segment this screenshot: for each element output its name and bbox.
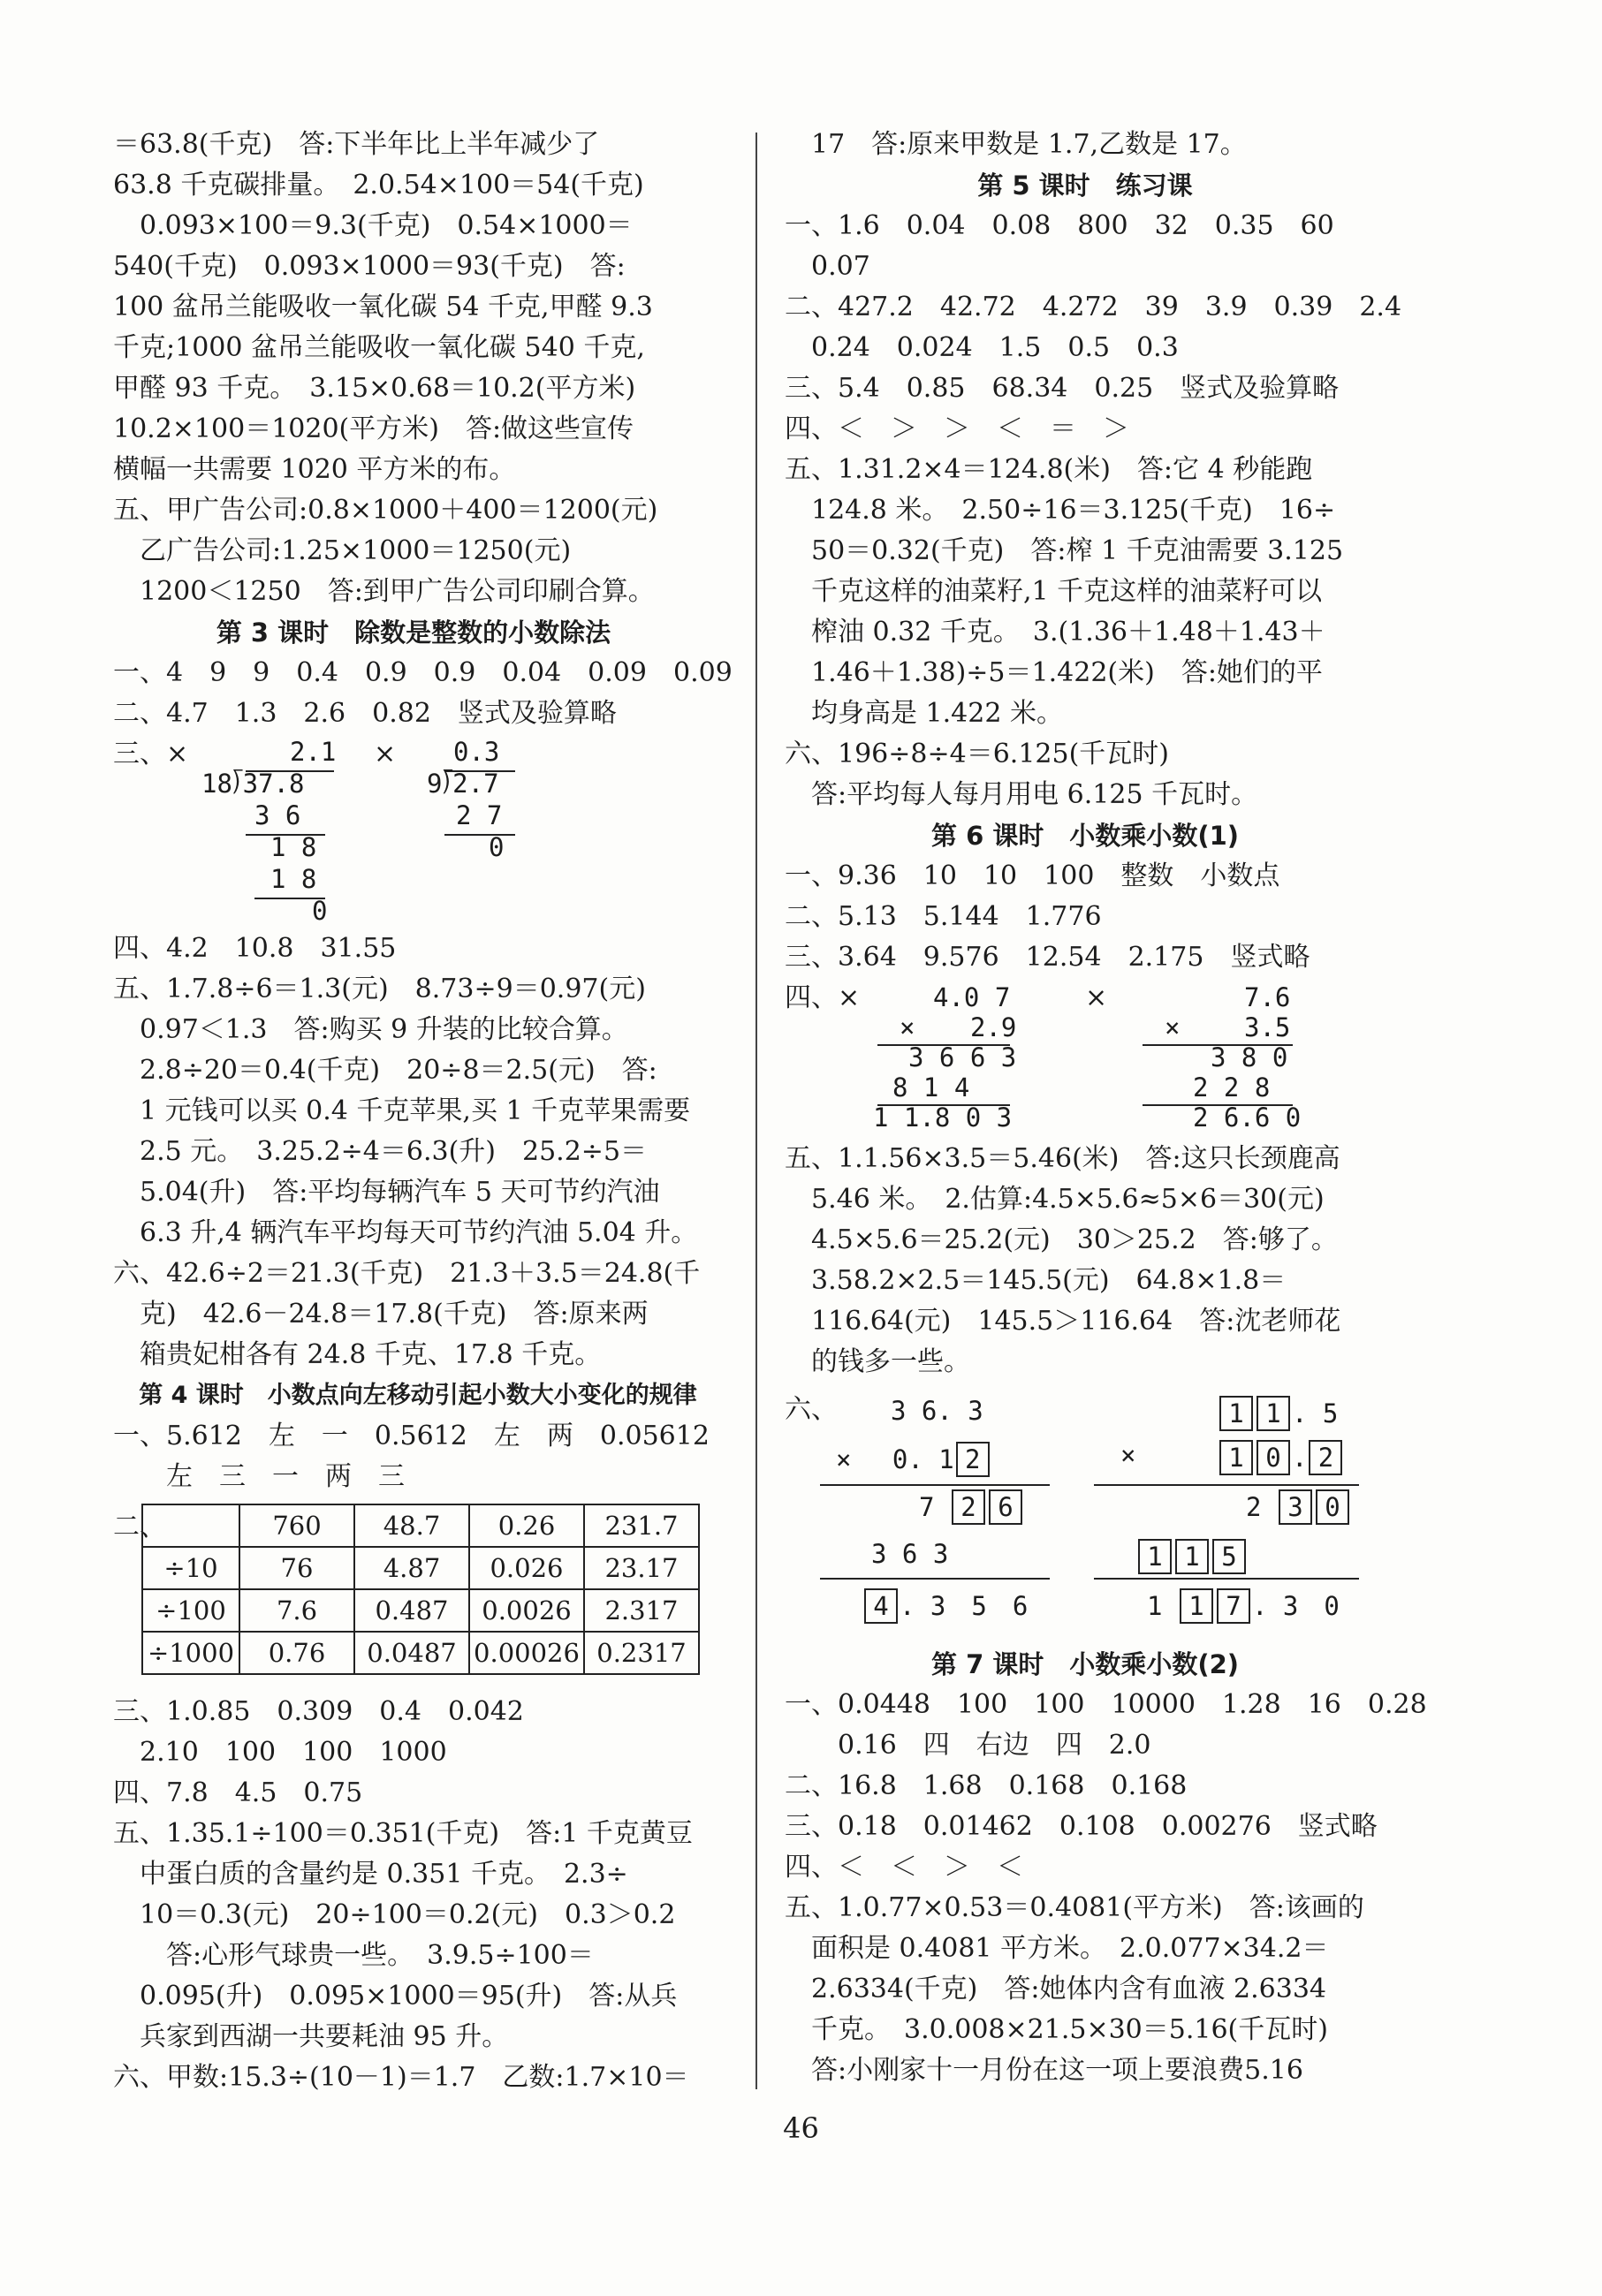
text-line: 左 三 一 两 三 — [113, 1461, 405, 1492]
text-line: 六、 — [785, 1394, 838, 1425]
partial-product: 2 2 8 — [1193, 1072, 1271, 1103]
partial-product: 3 6 6 3 — [908, 1042, 1017, 1072]
table-row — [142, 1632, 699, 1674]
text-line: 2.8÷20＝0.4(千克) 20÷8＝2.5(元) 答: — [113, 1055, 657, 1086]
table-cell: ÷100 — [142, 1589, 239, 1632]
text-line: 答:小刚家十一月份在这一项上要浪费5.16 — [785, 2055, 1303, 2086]
text-line: 三、5.4 0.85 68.34 0.25 竖式及验算略 — [785, 373, 1340, 404]
text-line: 5.04(升) 答:平均每辆汽车 5 天可节约汽油 — [113, 1177, 660, 1208]
table-cell: 0.026 — [469, 1547, 584, 1589]
answer-box: 7 — [1217, 1588, 1250, 1624]
partial-product-row — [1246, 1489, 1351, 1525]
product-row — [1147, 1587, 1340, 1624]
text-line: 千克。 3.0.008×21.5×30＝5.16(千瓦时) — [785, 2014, 1328, 2045]
dividend: 9⟌2.7 — [427, 769, 499, 799]
text-line: 三、0.18 0.01462 0.108 0.00276 竖式略 — [785, 1811, 1378, 1842]
table-row — [142, 1547, 699, 1589]
table-cell: 2.317 — [584, 1589, 699, 1632]
text-line: 答:心形气球贵一些。 3.9.5÷100＝ — [113, 1940, 594, 1971]
rule — [1094, 1578, 1359, 1580]
text-line: 五、1.7.8÷6＝1.3(元) 8.73÷9＝0.97(元) — [113, 974, 646, 1004]
text-line: 63.8 千克碳排量。 2.0.54×100＝54(千克) — [113, 170, 644, 201]
section-heading: 第 5 课时 练习课 — [977, 170, 1193, 201]
table-cell: 0.0487 — [354, 1632, 469, 1674]
answer-box: 1 — [1138, 1539, 1172, 1574]
table-cell: 0.487 — [354, 1589, 469, 1632]
section-heading: 第 6 课时 小数乘小数(1) — [930, 821, 1240, 851]
text-line: 17 答:原来甲数是 1.7,乙数是 17。 — [785, 129, 1247, 160]
text-line: 五、1.0.77×0.53＝0.4081(平方米) 答:该画的 — [785, 1892, 1364, 1923]
answer-box: 1 — [1219, 1440, 1253, 1475]
text-line: 0.16 四 右边 四 2.0 — [785, 1730, 1151, 1761]
quotient: 0.3 — [453, 737, 500, 767]
text-line: 五、1.31.2×4＝124.8(米) 答:它 4 秒能跑 — [785, 454, 1313, 485]
multiplicand: 3 6. 3 — [891, 1396, 983, 1426]
subtrahend: 3 6 — [254, 800, 301, 830]
cross-mark: × — [1085, 982, 1108, 1013]
text-line: 答:平均每人每月用电 6.125 千瓦时。 — [785, 779, 1258, 810]
answer-box: 5 — [1212, 1539, 1246, 1574]
text-line: 四、4.2 10.8 31.55 — [113, 933, 397, 964]
partial-product: 3 8 0 — [1211, 1042, 1288, 1072]
text-line: 二、5.13 5.144 1.776 — [785, 901, 1102, 932]
table-header-row — [142, 1504, 699, 1547]
answer-box: 0 — [1257, 1440, 1290, 1475]
text-line: 榨油 0.32 千克。 3.(1.36＋1.48＋1.43＋ — [785, 617, 1325, 648]
answer-box: 1 — [1257, 1396, 1290, 1431]
rule — [820, 1578, 1050, 1580]
text-line: 116.64(元) 145.5＞116.64 答:沈老师花 — [785, 1306, 1341, 1337]
text-line: 三、1.0.85 0.309 0.4 0.042 — [113, 1696, 524, 1727]
remainder: 0 — [312, 896, 328, 926]
text-line: 一、4 9 9 0.4 0.9 0.9 0.04 0.09 0.09 — [113, 657, 733, 688]
times-sign: × — [1120, 1440, 1136, 1470]
multiplier: 3.5 — [1244, 1012, 1291, 1042]
table-cell: 760 — [239, 1504, 354, 1547]
table-cell: 0.26 — [469, 1504, 584, 1547]
page-number: 46 — [783, 2111, 819, 2145]
text-line: 1 元钱可以买 0.4 千克苹果,买 1 千克苹果需要 — [113, 1095, 691, 1126]
multiplicand-row — [1218, 1396, 1338, 1431]
text-line: 均身高是 1.422 米。 — [785, 698, 1063, 729]
quotient: 2.1 — [290, 737, 337, 767]
multiplier-row: 1 0 . 2 — [1218, 1440, 1344, 1475]
table-cell: 48.7 — [354, 1504, 469, 1547]
text-line: 3.58.2×2.5＝145.5(元) 64.8×1.8＝ — [785, 1265, 1287, 1296]
answer-box: 2 — [952, 1489, 985, 1525]
rule — [1094, 1484, 1359, 1486]
partial-digit: 7 — [919, 1492, 935, 1522]
answer-box: 2 — [956, 1442, 990, 1477]
table-cell: 23.17 — [584, 1547, 699, 1589]
text-line: 克) 42.6－24.8＝17.8(千克) 答:原来两 — [113, 1299, 649, 1330]
text-line: 面积是 0.4081 平方米。 2.0.077×34.2＝ — [785, 1933, 1329, 1964]
remainder: 0 — [489, 832, 505, 862]
product: 2 6.6 0 — [1193, 1103, 1302, 1133]
subtrahend: 1 8 — [270, 864, 317, 894]
text-line: 一、9.36 10 10 100 整数 小数点 — [785, 860, 1280, 891]
multiplier-digits: × 0. 1 — [836, 1444, 954, 1474]
table-row — [142, 1589, 699, 1632]
text-line: 6.3 升,4 辆汽车平均每天可节约汽油 5.04 升。 — [113, 1217, 698, 1248]
table-cell: 76 — [239, 1547, 354, 1589]
text-line: 一、1.6 0.04 0.08 800 32 0.35 60 — [785, 210, 1334, 241]
column-divider — [755, 133, 757, 2089]
product: 1 1.8 0 3 — [873, 1103, 1013, 1133]
multiplier: 2.9 — [970, 1012, 1017, 1042]
answer-box: 4 — [864, 1588, 898, 1624]
product-digit: 1 — [1147, 1591, 1163, 1621]
multiplicand: 7.6 — [1244, 982, 1291, 1012]
table-cell: 7.6 — [239, 1589, 354, 1632]
table-cell: 0.2317 — [584, 1632, 699, 1674]
text-line: 二、427.2 42.72 4.272 39 3.9 0.39 2.4 — [785, 292, 1402, 322]
text-line: 五、1.35.1÷100＝0.351(千克) 答:1 千克黄豆 — [113, 1818, 693, 1849]
text-line: 2.6334(千克) 答:她体内含有血液 2.6334 — [785, 1974, 1326, 2004]
answer-box: 1 — [1175, 1539, 1209, 1574]
answer-box: 3 — [1279, 1489, 1312, 1525]
text-line: 中蛋白质的含量约是 0.351 千克。 2.3÷ — [113, 1859, 628, 1890]
text-line: 124.8 米。 2.50÷16＝3.125(千克) 16÷ — [785, 495, 1336, 526]
text-line: 一、5.612 左 一 0.5612 左 两 0.05612 — [113, 1421, 710, 1451]
text-line: 的钱多一些。 — [785, 1346, 970, 1377]
cross-mark: × — [374, 739, 397, 769]
text-line: 1.46＋1.38)÷5＝1.422(米) 答:她们的平 — [785, 657, 1323, 688]
text-line: 五、1.1.56×3.5＝5.46(米) 答:这只长颈鹿高 — [785, 1143, 1340, 1174]
table-cell: ÷10 — [142, 1547, 239, 1589]
multiplicand: 4.0 7 — [933, 982, 1011, 1012]
product-row — [862, 1587, 1028, 1624]
text-line: 三、× — [113, 739, 189, 769]
text-line: 100 盆吊兰能吸收一氧化碳 54 千克,甲醛 9.3 — [113, 292, 653, 322]
text-line: 六、甲数:15.3÷(10－1)＝1.7 乙数:1.7×10＝ — [113, 2062, 689, 2093]
text-line: 三、3.64 9.576 12.54 2.175 竖式略 — [785, 942, 1310, 973]
partial-product: 8 1 4 — [892, 1072, 970, 1103]
text-line: ＝63.8(千克) 答:下半年比上半年减少了 — [113, 129, 600, 160]
text-line: 千克这样的油菜籽,1 千克这样的油菜籽可以 — [785, 576, 1323, 607]
text-line: 箱贵妃柑各有 24.8 千克、17.8 千克。 — [113, 1339, 602, 1370]
text-line: 50＝0.32(千克) 答:榨 1 千克油需要 3.125 — [785, 535, 1344, 566]
text-line: 0.97＜1.3 答:购买 9 升装的比较合算。 — [113, 1014, 628, 1045]
multiplier-row — [836, 1440, 991, 1477]
text-line: 10＝0.3(元) 20÷100＝0.2(元) 0.3＞0.2 — [113, 1899, 676, 1930]
times-sign: × — [1165, 1012, 1181, 1042]
product-digits: . 3 0 — [1251, 1591, 1340, 1621]
table-cell: 231.7 — [584, 1504, 699, 1547]
text-line: 二、4.7 1.3 2.6 0.82 竖式及验算略 — [113, 698, 617, 729]
table-cell: 0.0026 — [469, 1589, 584, 1632]
text-line: 4.5×5.6＝25.2(元) 30＞25.2 答:够了。 — [785, 1224, 1338, 1255]
text-line: 一、0.0448 100 100 10000 1.28 16 0.28 — [785, 1689, 1427, 1720]
text-line: 0.095(升) 0.095×1000＝95(升) 答:从兵 — [113, 1981, 678, 2012]
text-line: 四、7.8 4.5 0.75 — [113, 1777, 363, 1808]
product-digits: . 3 5 6 — [900, 1591, 1029, 1621]
text-line: 0.093×100＝9.3(千克) 0.54×1000＝ — [113, 210, 633, 241]
text-line: 10.2×100＝1020(平方米) 答:做这些宣传 — [113, 413, 634, 444]
answer-box: 1 — [1219, 1396, 1253, 1431]
multiplicand-digits: . 5 — [1292, 1398, 1339, 1428]
text-line: 四、＜ ＜ ＞ ＜ — [785, 1852, 1023, 1883]
partial-product: 3 6 3 — [871, 1539, 949, 1569]
partial-digit: 2 — [1246, 1492, 1262, 1522]
text-line: 五、甲广告公司:0.8×1000＋400＝1200(元) — [113, 495, 658, 526]
remainder: 1 8 — [270, 832, 317, 862]
section-heading: 第 7 课时 小数乘小数(2) — [930, 1649, 1240, 1679]
partial-product-row — [1136, 1539, 1248, 1574]
table-cell: ÷1000 — [142, 1632, 239, 1674]
section-heading: 第 4 课时 小数点向左移动引起小数大小变化的规律 — [139, 1382, 697, 1409]
table-cell: 4.87 — [354, 1547, 469, 1589]
text-line: 2.5 元。 3.25.2÷4＝6.3(升) 25.2÷5＝ — [113, 1136, 648, 1167]
subtrahend: 2 7 — [456, 800, 503, 830]
text-line: 0.07 — [785, 251, 870, 282]
text-line: 二、 — [113, 1512, 166, 1542]
text-line: 1200＜1250 答:到甲广告公司印刷合算。 — [113, 576, 655, 607]
text-line: 四、＜ ＞ ＞ ＜ ＝ ＞ — [785, 413, 1129, 444]
section-heading: 第 3 课时 除数是整数的小数除法 — [216, 618, 611, 648]
text-line: 甲醛 93 千克。 3.15×0.68＝10.2(平方米) — [113, 373, 636, 404]
text-line: 横幅一共需要 1020 平方米的布。 — [113, 454, 516, 485]
partial-product-row — [919, 1489, 1024, 1525]
text-line: 0.24 0.024 1.5 0.5 0.3 — [785, 332, 1179, 363]
dividend: 18⟌37.8 — [201, 769, 305, 799]
text-line: 540(千克) 0.093×1000＝93(千克) 答: — [113, 251, 626, 282]
answer-box: 2 — [1309, 1440, 1342, 1475]
text-line: 2.10 100 100 1000 — [113, 1737, 447, 1768]
rule — [820, 1484, 1050, 1486]
table-cell: 0.76 — [239, 1632, 354, 1674]
answer-box: 1 — [1180, 1588, 1213, 1624]
answer-box: 6 — [989, 1489, 1022, 1525]
division-table — [141, 1504, 700, 1675]
answer-box: 0 — [1316, 1489, 1349, 1525]
text-line: 千克;1000 盆吊兰能吸收一氧化碳 540 千克, — [113, 332, 645, 363]
table-cell: 0.00026 — [469, 1632, 584, 1674]
text-line: 四、× — [785, 982, 861, 1013]
times-sign: × — [900, 1012, 915, 1042]
text-line: 5.46 米。 2.估算:4.5×5.6≈5×6＝30(元) — [785, 1184, 1325, 1215]
table-cell — [142, 1504, 239, 1547]
text-line: 乙广告公司:1.25×1000＝1250(元) — [113, 535, 572, 566]
text-line: 六、42.6÷2＝21.3(千克) 21.3＋3.5＝24.8(千 — [113, 1258, 701, 1289]
text-line: 六、196÷8÷4＝6.125(千瓦时) — [785, 739, 1169, 769]
text-line: 二、16.8 1.68 0.168 0.168 — [785, 1770, 1188, 1801]
text-line: 兵家到西湖一共要耗油 95 升。 — [113, 2021, 509, 2052]
rule — [444, 834, 515, 836]
